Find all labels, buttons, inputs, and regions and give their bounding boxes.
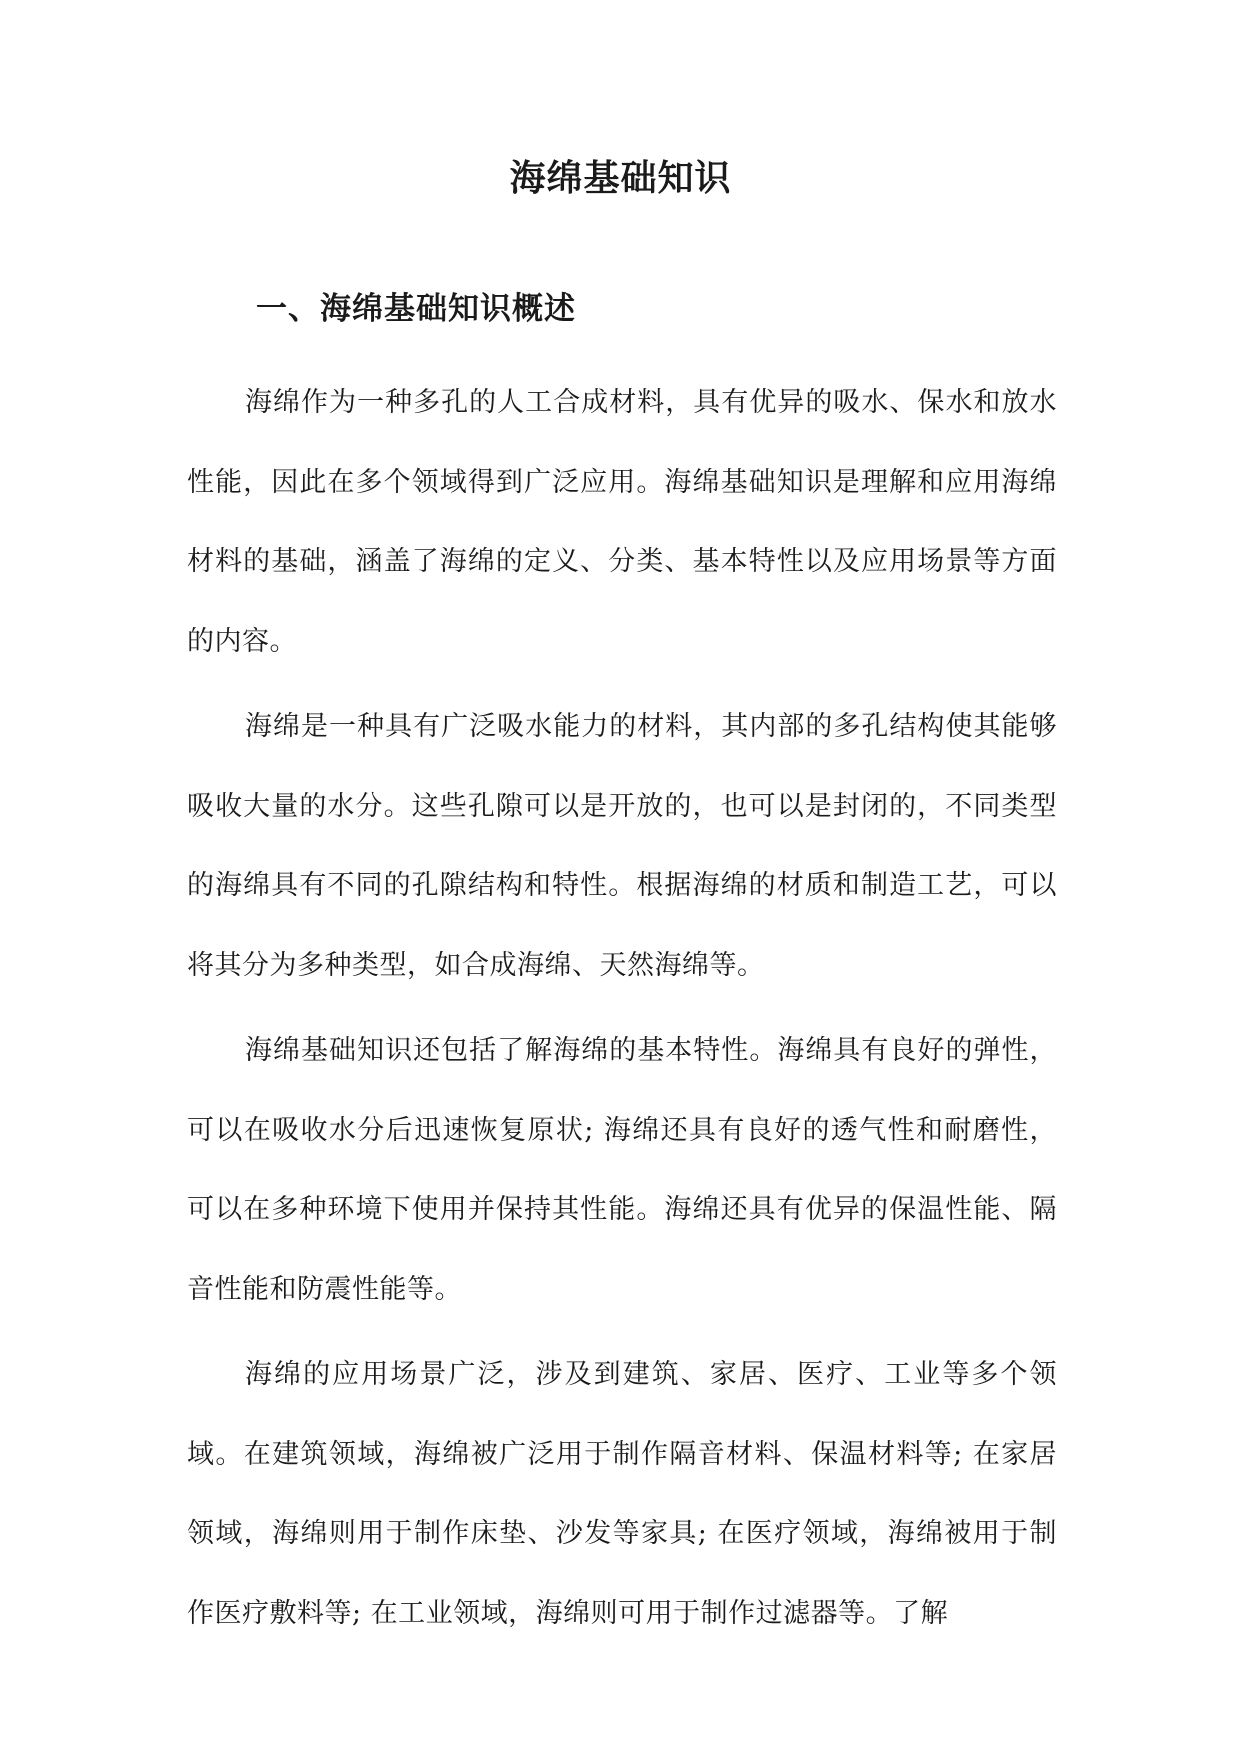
paragraph: 海绵是一种具有广泛吸水能力的材料，其内部的多孔结构使其能够吸收大量的水分。这些孔隙可以是开放的，也可以是封闭的，不同类型的海绵具有不同的孔隙结构和特性。根据海绵的材质和制造工艺，可以将其分为多种类型，如合成海绵、天然海绵等。 — [187, 711, 1057, 981]
document-title: 海绵基础知识 — [509, 157, 732, 199]
paragraph: 海绵作为一种多孔的人工合成材料，具有优异的吸水、保水和放水性能，因此在多个领域得到广泛应用。海绵基础知识是理解和应用海绵材料的基础，涵盖了海绵的定义、分类、基本特性以及应用场景等方面的内容。 — [187, 387, 1057, 657]
paragraph: 海绵的应用场景广泛，涉及到建筑、家居、医疗、工业等多个领域。在建筑领域，海绵被广泛用于制作隔音材料、保温材料等; 在家居领域，海绵则用于制作床垫、沙发等家具; 在医疗领域，海绵被用于制作医疗敷料等; 在工业领域，海绵则可用于制作过滤器等。了解 — [187, 1359, 1057, 1629]
section-heading: 一、海绵基础知识概述 — [256, 291, 576, 327]
body-text — [187, 363, 1057, 1659]
paragraph: 海绵基础知识还包括了解海绵的基本特性。海绵具有良好的弹性，可以在吸收水分后迅速恢复原状; 海绵还具有良好的透气性和耐磨性，可以在多种环境下使用并保持其性能。海绵还具有优异的保温性能、隔音性能和防震性能等。 — [187, 1035, 1057, 1305]
